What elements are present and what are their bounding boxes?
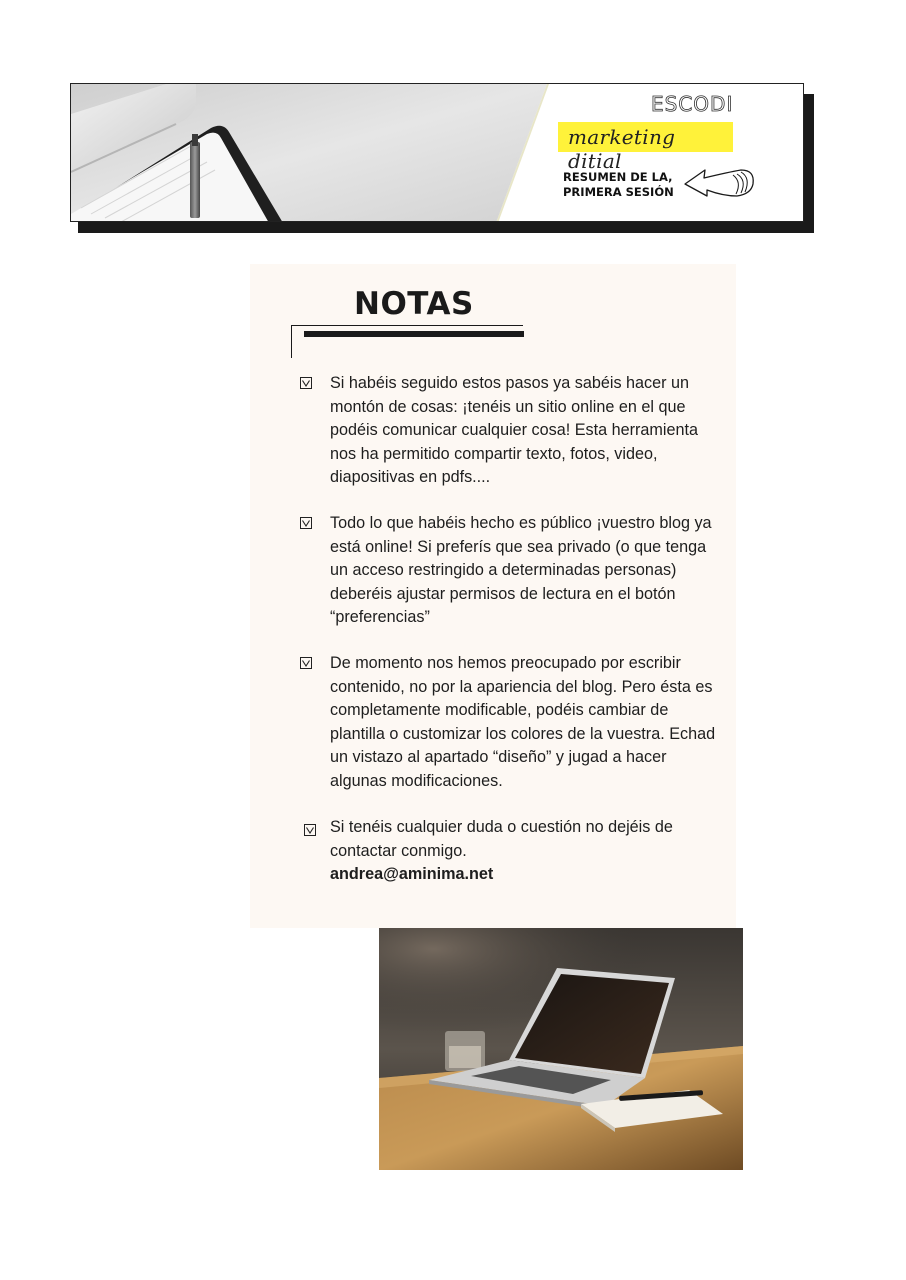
title-rule-corner [291,325,292,358]
note-text: Si habéis seguido estos pasos ya sabéis hacer un montón de cosas: ¡tenéis un sitio online en el que podéis comunicar cualquier cosa! Esta herramienta nos ha permitido compartir texto, fotos, video, diapositivas en pdfs.... [330,374,699,486]
note-item-2 [300,512,720,630]
note-item-3 [300,652,720,793]
session-line-1: RESUMEN DE LA, [563,170,673,184]
note-text [330,816,720,887]
title-rule-thin [291,325,523,326]
note-item-1 [300,372,720,490]
checkbox-icon [300,657,312,669]
session-line-2: PRIMERA SESIÓN [563,185,674,199]
laptop-photo [379,928,743,1170]
checkbox-icon [300,517,312,529]
notes-panel [250,264,736,928]
notes-title: NOTAS [354,286,474,322]
contact-text: Si tenéis cualquier duda o cuestión no dejéis de contactar conmigo. [330,818,673,860]
header-banner [70,83,814,233]
session-label [563,170,674,200]
checkbox-icon [304,824,316,836]
note-item-4 [300,816,720,887]
brand-logo-text: ESCODI [651,92,734,116]
banner-card [70,83,804,222]
curved-arrow-icon [679,162,759,202]
title-rule-thick [304,331,524,337]
checkbox-icon [300,377,312,389]
contact-email-link[interactable]: andrea@aminima.net [330,865,494,883]
note-text: De momento nos hemos preocupado por escribir contenido, no por la apariencia del blog. Pero ésta es completamente modificable, podéis cambiar de plantilla o customizar los colores de la vuestra. Echad un vistazo al apartado “diseño” y jugad a hacer algunas modificaciones. [330,654,716,790]
tagline-text: marketing ditial [568,125,676,173]
tagline-highlight [558,122,733,173]
note-text: Todo lo que habéis hecho es público ¡vuestro blog ya está online! Si preferís que sea privado (o que tenga un acceso restringido a determinadas personas) deberéis ajustar permisos de lectura en el botón “preferencias” [330,514,712,626]
